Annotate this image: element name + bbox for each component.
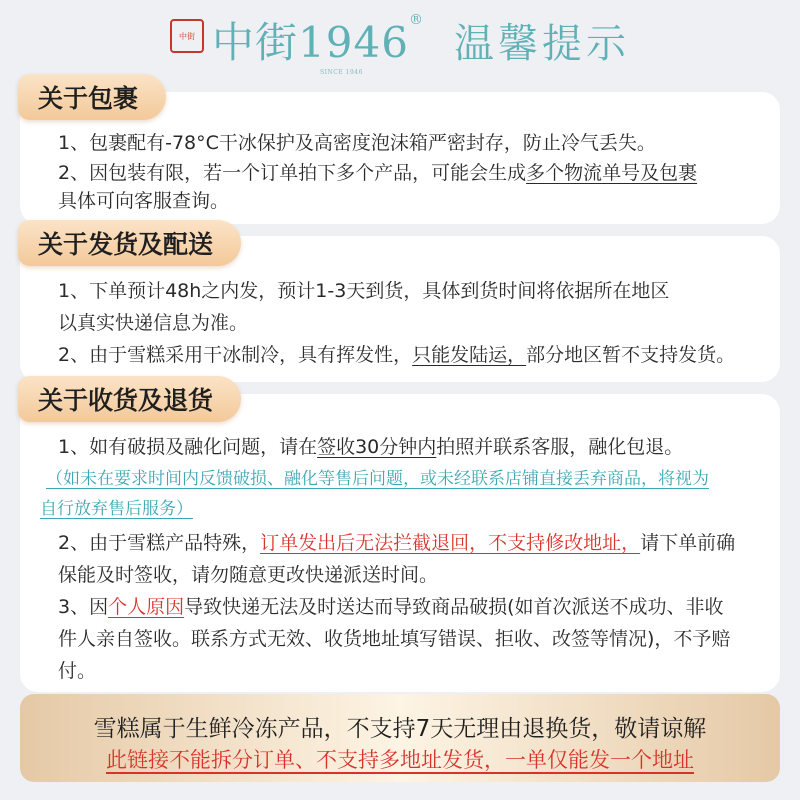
returns-line-2: [58, 532, 735, 554]
package-line-3: 具体可向客服查询。: [58, 190, 230, 212]
shipping-line-2: 以真实快递信息为准。: [58, 312, 249, 334]
shipping-line-3-tail: 部分地区暂不支持发货。: [526, 344, 736, 366]
package-section-tag: 关于包裹: [18, 74, 166, 120]
footer-notice: 雪糕属于生鲜冷冻产品，不支持7天无理由退换货，敬请谅解: [93, 716, 707, 742]
returns-line-4-tail: 导致快递无法及时送达而导致商品破损(如首次派送不成功、非收: [184, 596, 724, 618]
shipping-line-3-text: 2、由于雪糕采用干冰制冷，具有挥发性，: [58, 344, 413, 366]
header: [0, 0, 800, 80]
returns-line-1-text: 1、如有破损及融化问题，请在: [58, 436, 318, 458]
registered-mark: ®: [408, 12, 424, 28]
package-line-2-text: 2、因包装有限，若一个订单拍下多个产品，可能会生成: [58, 162, 527, 184]
returns-line-4: [58, 596, 724, 618]
returns-line-2-tail: 请下单前确: [640, 532, 736, 554]
package-line-2: [58, 162, 697, 184]
returns-line-1: [58, 436, 683, 458]
brand-number: 1946: [298, 18, 409, 67]
returns-line-4-warning: 个人原因: [108, 596, 185, 618]
returns-card: [20, 394, 780, 692]
footer-warning: 此链接不能拆分订单、不支持多地址发货，一单仅能发一个地址: [106, 748, 694, 772]
package-line-2-underlined: 多个物流单号及包裹: [526, 162, 698, 184]
brand-since: SINCE 1946: [320, 69, 363, 76]
shipping-line-3-underlined: 只能发陆运，: [412, 344, 527, 366]
returns-line-4-text: 3、因: [58, 596, 109, 618]
returns-note-2: 自行放弃售后服务）: [40, 499, 193, 519]
returns-line-6: 付。: [58, 660, 97, 682]
footer-banner: [20, 694, 780, 782]
shipping-line-1: 1、下单预计48h之内发，预计1-3天到货，具体到货时间将依据所在地区: [58, 280, 670, 302]
package-line-1: 1、包裹配有-78°C干冰保护及高密度泡沫箱严密封存，防止冷气丢失。: [58, 132, 656, 154]
shipping-section-tag: 关于发货及配送: [18, 220, 241, 266]
returns-section-tag: 关于收货及退货: [18, 376, 241, 422]
returns-line-1-tail: 拍照并联系客服，融化包退。: [436, 436, 684, 458]
returns-note-1: （如未在要求时间内反馈破损、融化等售后问题，或未经联系店铺直接丢弃商品，将视为: [46, 469, 709, 489]
brand-seal-logo: 中街: [170, 19, 204, 53]
shipping-line-3: [58, 344, 735, 366]
brand-logo: [212, 10, 424, 76]
returns-line-2-warning: 订单发出后无法拦截退回，不支持修改地址，: [260, 532, 641, 554]
returns-line-2-text: 2、由于雪糕产品特殊，: [58, 532, 261, 554]
returns-line-3: 保能及时签收，请勿随意更改快递派送时间。: [58, 564, 439, 586]
brand-cn: 中街: [212, 18, 299, 67]
returns-line-5: 件人亲自签收。联系方式无效、收货地址填写错误、拒收、改签等情况)，不予赔: [58, 628, 731, 650]
returns-line-1-underlined: 签收30分钟内: [317, 436, 437, 458]
page-title: 温馨提示: [453, 20, 630, 67]
